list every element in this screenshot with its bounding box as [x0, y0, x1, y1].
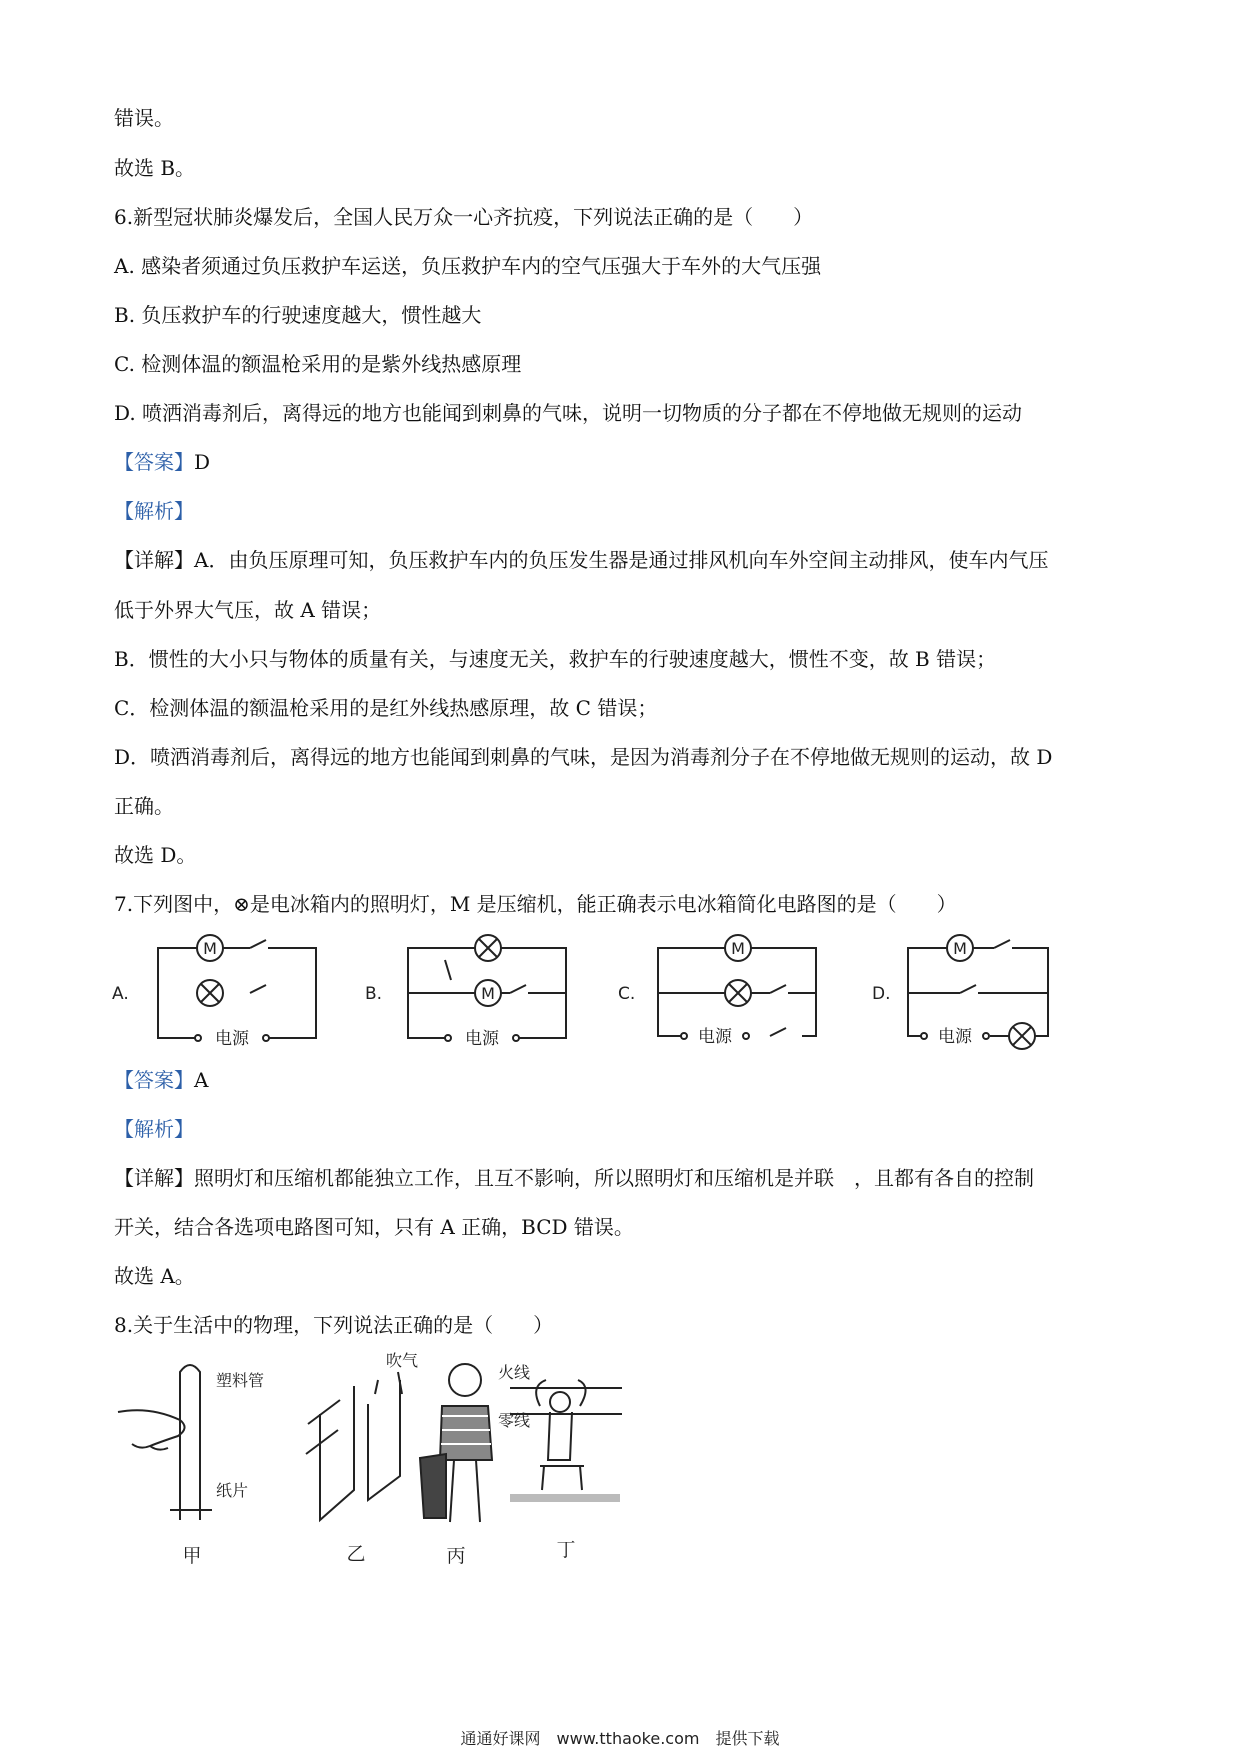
answer-tag: 【答案】 [114, 1068, 194, 1092]
explanation-line: C．检测体温的额温枪采用的是红外线热感原理，故 C 错误； [114, 696, 658, 720]
explanation-line: 【详解】A．由负压原理可知，负压救护车内的负压发生器是通过排风机向车外空间主动排风，使车内气压 [114, 548, 1049, 572]
question-8-stem: 8.关于生活中的物理，下列说法正确的是（ ） [114, 1313, 554, 1337]
explanation-line: D．喷洒消毒剂后，离得远的地方也能闻到刺鼻的气味，是因为消毒剂分子在不停地做无规则的运动，故 D [114, 745, 1053, 769]
circuit-diagrams [110, 930, 1070, 1055]
q6-option-d: D. 喷洒消毒剂后，离得远的地方也能闻到刺鼻的气味，说明一切物质的分子都在不停地做无规则的运动 [114, 401, 1023, 425]
conclusion-line: 故选 D。 [114, 843, 197, 867]
yi-label: 吹气 [386, 1351, 419, 1370]
conclusion-line: 故选 A。 [114, 1264, 195, 1288]
circuit-option-label: A. [112, 984, 129, 1004]
power-label: 电源 [215, 1029, 249, 1049]
q7-answer [114, 1070, 208, 1090]
page-footer: 通通好课网 www.tthaoke.com 提供下载 [460, 1729, 780, 1748]
q7-analysis-tag: 【解析】 [114, 1117, 194, 1141]
text-line: 故选 B。 [114, 156, 196, 180]
power-label: 电源 [938, 1027, 972, 1047]
circuit-option-label: D. [872, 984, 891, 1004]
power-label: 电源 [465, 1029, 499, 1049]
q6-option-b: B. 负压救护车的行驶速度越大，惯性越大 [114, 303, 482, 327]
explanation-line: 【详解】照明灯和压缩机都能独立工作，且互不影响，所以照明灯和压缩机是并联 ，且都有各自的控制 [114, 1166, 1034, 1190]
explanation-line: 正确。 [114, 794, 174, 818]
explanation-line: B．惯性的大小只与物体的质量有关，与速度无关，救护车的行驶速度越大，惯性不变，故 B 错误； [114, 647, 997, 671]
question-7-stem: 7.下列图中，⊗是电冰箱内的照明灯，M 是压缩机，能正确表示电冰箱简化电路图的是（ ） [114, 892, 957, 916]
figure-caption: 乙 [346, 1543, 366, 1565]
q6-answer [114, 452, 210, 472]
figure-bing [420, 1364, 492, 1522]
motor-symbol: M [481, 984, 495, 1003]
circuit-option-label: C. [618, 984, 636, 1004]
motor-symbol: M [203, 939, 217, 958]
text-line: 错误。 [114, 106, 174, 130]
question-6-stem: 6.新型冠状肺炎爆发后，全国人民万众一心齐抗疫，下列说法正确的是（ ） [114, 205, 814, 229]
explanation-line: 开关，结合各选项电路图可知，只有 A 正确，BCD 错误。 [114, 1215, 634, 1239]
figure-ding [510, 1380, 622, 1502]
jia-label: 塑料管 [216, 1371, 265, 1390]
power-label: 电源 [698, 1027, 732, 1047]
ding-label: 零线 [498, 1411, 531, 1430]
explanation-line: 低于外界大气压，故 A 错误； [114, 598, 382, 622]
ding-label: 火线 [498, 1363, 531, 1382]
circuit-d [908, 935, 1048, 1049]
q6-option-a: A. 感染者须通过负压救护车运送，负压救护车内的空气压强大于车外的大气压强 [114, 254, 822, 278]
q8-figures [110, 1350, 710, 1570]
motor-symbol: M [731, 939, 745, 958]
answer-value: A [194, 1068, 209, 1092]
jia-label: 纸片 [216, 1481, 249, 1500]
figure-jia [118, 1365, 212, 1520]
q6-option-c: C. 检测体温的额温枪采用的是紫外线热感原理 [114, 352, 522, 376]
motor-symbol: M [953, 939, 967, 958]
figure-caption: 丙 [446, 1545, 466, 1567]
figure-caption: 甲 [182, 1545, 202, 1567]
answer-value: D [194, 450, 211, 474]
figure-yi [306, 1372, 402, 1520]
figure-caption: 丁 [556, 1539, 576, 1561]
q6-analysis-tag: 【解析】 [114, 499, 194, 523]
answer-tag: 【答案】 [114, 450, 194, 474]
circuit-a [158, 935, 330, 1041]
circuit-option-label: B. [365, 984, 383, 1004]
